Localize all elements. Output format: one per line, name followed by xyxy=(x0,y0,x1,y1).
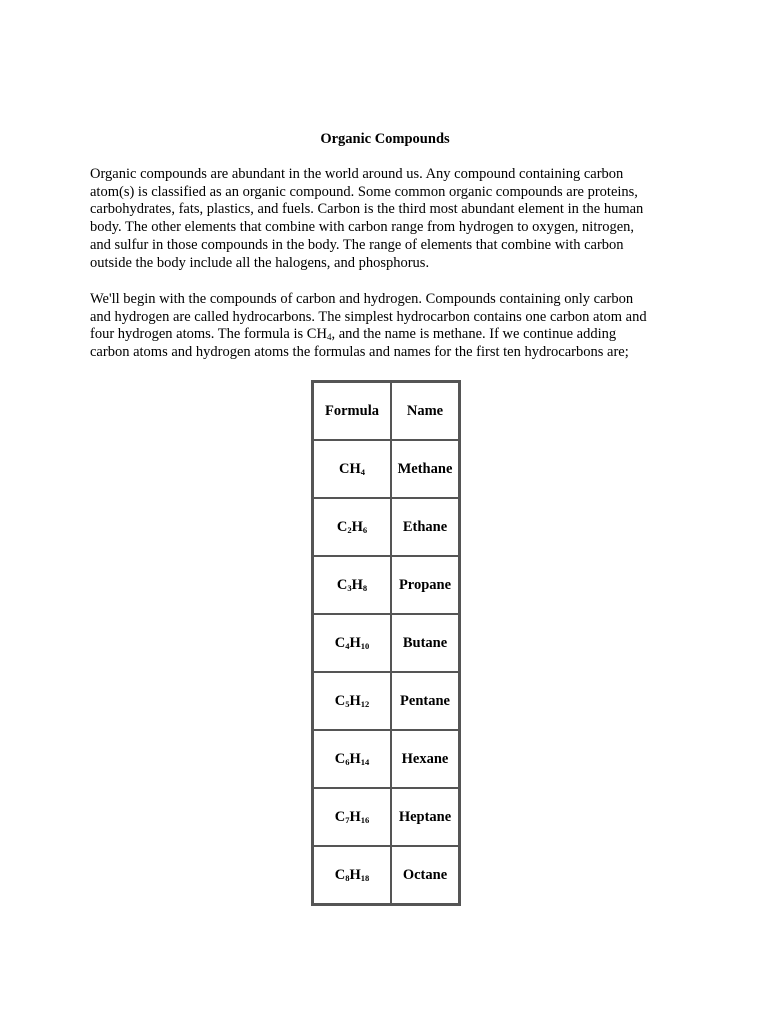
subscript: 6 xyxy=(362,524,368,535)
paragraph-line: We'll begin with the compounds of carbon and hydrogen. Compounds containing only carbon xyxy=(90,291,634,307)
formula-cell xyxy=(313,730,391,788)
column-header-formula: Formula xyxy=(313,382,391,440)
column-header-name: Name xyxy=(391,382,459,440)
name-cell: Methane xyxy=(391,440,459,498)
name-cell: Butane xyxy=(391,614,459,672)
element-symbol: H xyxy=(349,866,361,883)
paragraph-line: outside the body include all the halogens, and phosphorus. xyxy=(90,254,430,271)
subscript: 18 xyxy=(360,872,370,883)
name-cell: Ethane xyxy=(391,498,459,556)
subscript: 5 xyxy=(345,698,350,709)
paragraph-line: atom(s) is classified as an organic compound. Some common organic compounds are proteins, xyxy=(90,183,638,200)
formula-cell xyxy=(313,556,391,614)
subscript: 2 xyxy=(347,524,352,535)
element-symbol: C xyxy=(334,692,346,709)
hydrocarbon-table xyxy=(311,380,461,906)
paragraph-line: and sulfur in those compounds in the body. The range of elements that combine with carbon xyxy=(90,236,624,253)
subscript: 8 xyxy=(345,872,350,883)
element-symbol: H xyxy=(349,692,361,709)
table-row xyxy=(313,556,459,614)
table-header-row xyxy=(313,382,459,440)
text-run: , and the name is methane. If we continue adding xyxy=(331,326,617,343)
subscript: 4 xyxy=(345,640,350,651)
formula-cell xyxy=(313,614,391,672)
formula-cell xyxy=(313,440,391,498)
name-cell: Propane xyxy=(391,556,459,614)
formula-cell xyxy=(313,498,391,556)
table-row xyxy=(313,498,459,556)
element-symbol: C xyxy=(336,518,348,535)
element-symbol: C xyxy=(336,576,348,593)
element-symbol: C xyxy=(334,866,346,883)
paragraph-line: body. The other elements that combine with carbon range from hydrogen to oxygen, nitrogen, xyxy=(90,219,635,236)
hydrocarbon-table-wrapper xyxy=(311,380,461,906)
formula-cell xyxy=(313,846,391,904)
subscript: 16 xyxy=(360,814,370,825)
subscript: 10 xyxy=(360,640,370,651)
paragraph-line xyxy=(90,326,690,344)
subscript: 4 xyxy=(360,466,365,477)
paragraph-line: Organic compounds are abundant in the world around us. Any compound containing carbon xyxy=(90,166,624,182)
element-symbol: H xyxy=(349,750,361,767)
text-run: four hydrogen atoms. The formula is CH xyxy=(90,326,327,343)
subscript: 8 xyxy=(362,582,368,593)
document-title: Organic Compounds xyxy=(320,131,450,147)
element-symbol: H xyxy=(349,634,361,651)
table-row xyxy=(313,614,459,672)
element-symbol: C xyxy=(334,750,346,767)
intro-paragraph xyxy=(90,166,690,272)
name-cell: Octane xyxy=(391,846,459,904)
subscript: 4 xyxy=(326,332,332,343)
element-symbol: C xyxy=(334,808,346,825)
formula-cell xyxy=(313,788,391,846)
formula-cell xyxy=(313,672,391,730)
element-symbol: H xyxy=(351,518,363,535)
element-symbol: C xyxy=(338,460,350,477)
name-cell: Heptane xyxy=(391,788,459,846)
table-row xyxy=(313,846,459,904)
table-row xyxy=(313,788,459,846)
name-cell: Hexane xyxy=(391,730,459,788)
subscript: 12 xyxy=(360,698,370,709)
table-row xyxy=(313,440,459,498)
table-row xyxy=(313,672,459,730)
subscript: 14 xyxy=(360,756,370,767)
element-symbol: H xyxy=(349,808,361,825)
element-symbol: H xyxy=(349,460,361,477)
element-symbol: H xyxy=(351,576,363,593)
name-cell: Pentane xyxy=(391,672,459,730)
subscript: 3 xyxy=(347,582,352,593)
paragraph-line: carbon atoms and hydrogen atoms the formulas and names for the first ten hydrocarbons are; xyxy=(90,344,629,361)
subscript: 6 xyxy=(345,756,350,767)
paragraph-line: carbohydrates, fats, plastics, and fuels. Carbon is the third most abundant element in the human xyxy=(90,201,644,218)
element-symbol: C xyxy=(334,634,346,651)
paragraph-line: and hydrogen are called hydrocarbons. The simplest hydrocarbon contains one carbon atom and xyxy=(90,308,647,325)
subscript: 7 xyxy=(345,814,350,825)
hydrocarbon-paragraph xyxy=(90,291,690,362)
table-row xyxy=(313,730,459,788)
